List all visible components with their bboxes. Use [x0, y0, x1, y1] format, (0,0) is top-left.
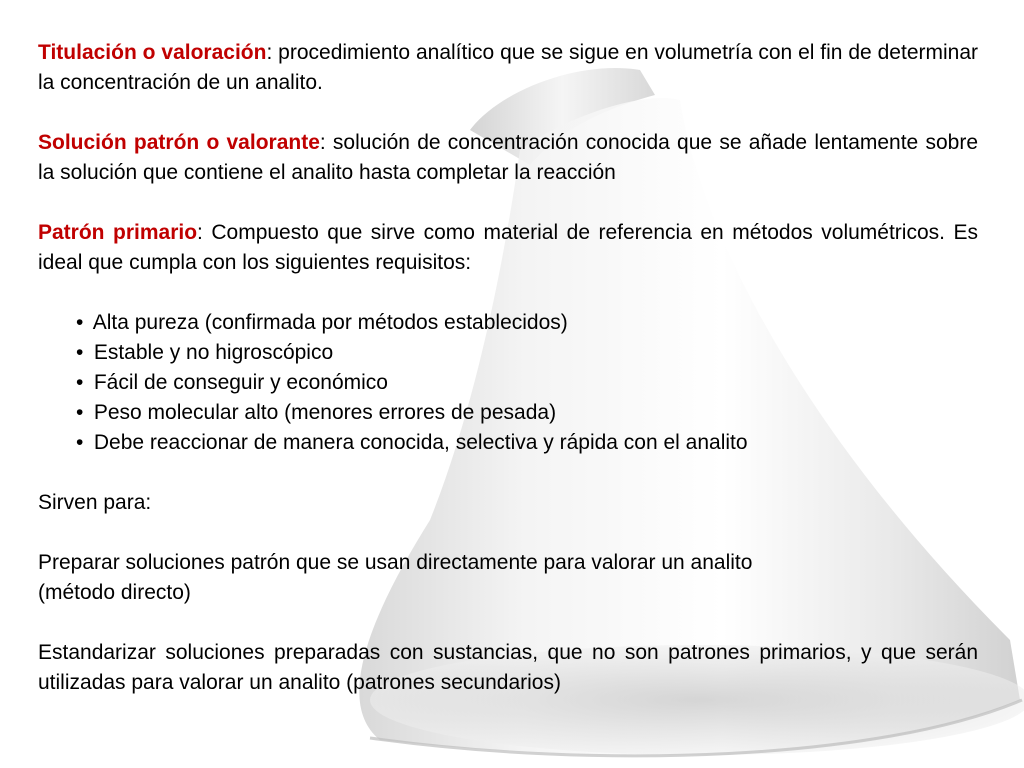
definition-patron-primario [38, 218, 978, 278]
definition-titulacion [38, 38, 978, 98]
list-item: • Alta pureza (confirmada por métodos establecidos) [76, 308, 978, 338]
definition-solucion-patron [38, 128, 978, 188]
definition-patron-primario-text: : Compuesto que sirve como material de referencia en métodos volumétricos. Es ideal que cumpla con los siguientes requisitos: [38, 221, 978, 274]
list-item: • Fácil de conseguir y económico [76, 368, 978, 398]
bullet-icon: • [76, 311, 84, 334]
definition-titulacion-text: : procedimiento analítico que se sigue en volumetría con el fin de determinar la concentración de un analito. [38, 41, 978, 94]
bullet-icon: • [76, 341, 84, 364]
term-solucion-patron: Solución patrón o valorante [38, 131, 320, 154]
term-patron-primario: Patrón primario [38, 221, 198, 244]
requirements-list [38, 308, 978, 458]
bullet-icon: • [76, 401, 84, 424]
bullet-icon: • [76, 371, 84, 394]
term-titulacion: Titulación o valoración [38, 41, 267, 64]
use-direct-line1: Preparar soluciones patrón que se usan directamente para valorar un analito [38, 551, 753, 574]
list-item: • Debe reaccionar de manera conocida, selectiva y rápida con el analito [76, 428, 978, 458]
list-item: • Peso molecular alto (menores errores de pesada) [76, 398, 978, 428]
use-direct-line2: (método directo) [38, 581, 191, 604]
definition-solucion-patron-text: : solución de concentración conocida que se añade lentamente sobre la solución que contiene el analito hasta completar la reacción [38, 131, 978, 184]
use-secondary: Estandarizar soluciones preparadas con sustancias, que no son patrones primarios, y que serán utilizadas para valorar un analito (patrones secundarios) [38, 641, 978, 694]
list-item: • Estable y no higroscópico [76, 338, 978, 368]
uses-heading: Sirven para: [38, 491, 152, 514]
slide-content [38, 38, 978, 698]
bullet-icon: • [76, 431, 84, 454]
